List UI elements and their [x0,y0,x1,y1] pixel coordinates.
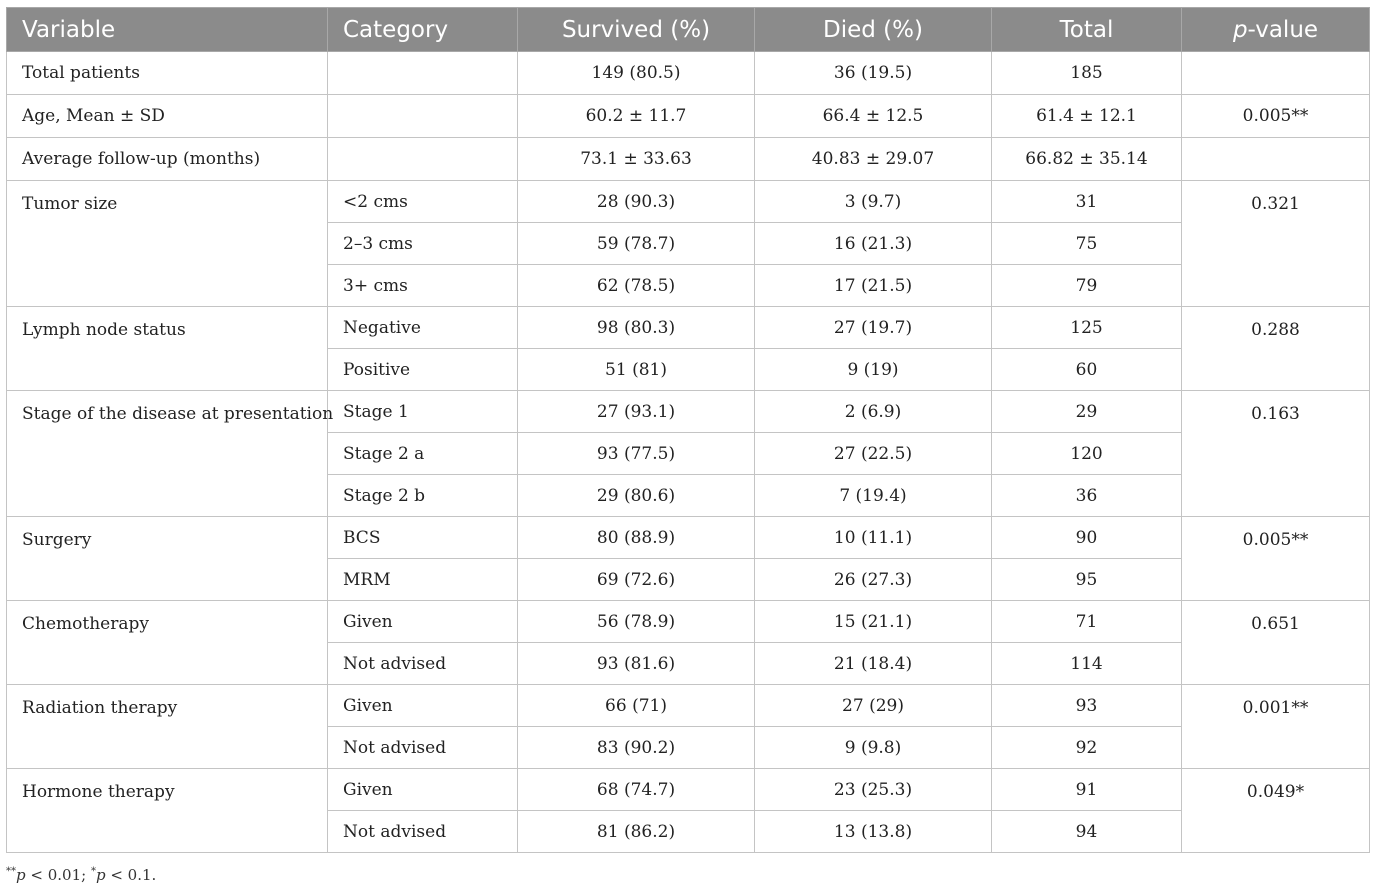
died-cell: 27 (19.7) [755,307,992,349]
category-cell: 2–3 cms [328,223,518,265]
p-value-cell: 0.049* [1182,769,1370,853]
footnote-text-2: < 0.1. [105,866,157,884]
survived-cell: 68 (74.7) [518,769,755,811]
table-row [7,769,1370,811]
died-cell: 3 (9.7) [755,181,992,223]
survived-cell: 51 (81) [518,349,755,391]
total-cell: 61.4 ± 12.1 [992,95,1182,138]
total-cell: 91 [992,769,1182,811]
total-cell: 66.82 ± 35.14 [992,138,1182,181]
table-row [7,685,1370,727]
category-cell: Positive [328,349,518,391]
survived-cell: 149 (80.5) [518,52,755,95]
p-value-cell: 0.321 [1182,181,1370,307]
category-cell: MRM [328,559,518,601]
total-cell: 114 [992,643,1182,685]
footnote-sup-single: * [90,866,96,877]
died-cell: 10 (11.1) [755,517,992,559]
survived-cell: 28 (90.3) [518,181,755,223]
footnote [6,866,156,884]
total-cell: 94 [992,811,1182,853]
total-cell: 120 [992,433,1182,475]
total-cell: 95 [992,559,1182,601]
header-died: Died (%) [755,8,992,52]
died-cell: 40.83 ± 29.07 [755,138,992,181]
variable-cell: Surgery [7,517,328,601]
survived-cell: 98 (80.3) [518,307,755,349]
footnote-p-2: p [95,866,106,884]
p-value-cell: 0.651 [1182,601,1370,685]
survived-cell: 62 (78.5) [518,265,755,307]
table-row [7,138,1370,181]
died-cell: 26 (27.3) [755,559,992,601]
category-cell [328,52,518,95]
category-cell: Stage 2 b [328,475,518,517]
category-cell: Stage 2 a [328,433,518,475]
died-cell: 17 (21.5) [755,265,992,307]
variable-cell: Chemotherapy [7,601,328,685]
category-cell: Given [328,601,518,643]
footnote-p-1: p [16,866,26,884]
survived-cell: 83 (90.2) [518,727,755,769]
died-cell: 7 (19.4) [755,475,992,517]
survived-cell: 59 (78.7) [518,223,755,265]
p-value-cell [1182,52,1370,95]
header-survived: Survived (%) [518,8,755,52]
category-cell: Not advised [328,727,518,769]
category-cell: Stage 1 [328,391,518,433]
table-row [7,95,1370,138]
variable-cell: Age, Mean ± SD [7,95,328,138]
table-body [7,52,1370,853]
variable-cell: Tumor size [7,181,328,307]
died-cell: 13 (13.8) [755,811,992,853]
total-cell: 75 [992,223,1182,265]
total-cell: 71 [992,601,1182,643]
header-category: Category [328,8,518,52]
died-cell: 66.4 ± 12.5 [755,95,992,138]
died-cell: 2 (6.9) [755,391,992,433]
category-cell: <2 cms [328,181,518,223]
died-cell: 9 (19) [755,349,992,391]
table-row [7,517,1370,559]
table-row [7,601,1370,643]
p-value-cell: 0.163 [1182,391,1370,517]
footnote-text-1: < 0.01; [25,866,91,884]
total-cell: 60 [992,349,1182,391]
variable-cell: Stage of the disease at presentation [7,391,328,517]
header-p-letter: p [1232,16,1248,43]
died-cell: 16 (21.3) [755,223,992,265]
table-row [7,307,1370,349]
category-cell [328,95,518,138]
total-cell: 93 [992,685,1182,727]
died-cell: 23 (25.3) [755,769,992,811]
table-row [7,52,1370,95]
survived-cell: 27 (93.1) [518,391,755,433]
category-cell [328,138,518,181]
category-cell: Negative [328,307,518,349]
survived-cell: 73.1 ± 33.63 [518,138,755,181]
header-p-value [1182,8,1370,52]
p-value-cell: 0.001** [1182,685,1370,769]
total-cell: 31 [992,181,1182,223]
category-cell: 3+ cms [328,265,518,307]
p-value-cell: 0.288 [1182,307,1370,391]
header-p-suffix: -value [1247,16,1319,43]
variable-cell: Radiation therapy [7,685,328,769]
total-cell: 125 [992,307,1182,349]
survived-cell: 80 (88.9) [518,517,755,559]
survived-cell: 56 (78.9) [518,601,755,643]
variable-cell: Lymph node status [7,307,328,391]
survived-cell: 69 (72.6) [518,559,755,601]
variable-cell: Total patients [7,52,328,95]
footnote-sup-double: ** [6,866,16,877]
survived-cell: 81 (86.2) [518,811,755,853]
variable-cell: Hormone therapy [7,769,328,853]
died-cell: 27 (29) [755,685,992,727]
p-value-cell: 0.005** [1182,95,1370,138]
died-cell: 36 (19.5) [755,52,992,95]
p-value-cell [1182,138,1370,181]
category-cell: BCS [328,517,518,559]
survived-cell: 29 (80.6) [518,475,755,517]
table-row [7,181,1370,223]
died-cell: 27 (22.5) [755,433,992,475]
header-row [7,8,1370,52]
died-cell: 9 (9.8) [755,727,992,769]
total-cell: 36 [992,475,1182,517]
survived-cell: 93 (81.6) [518,643,755,685]
survived-cell: 93 (77.5) [518,433,755,475]
survived-cell: 60.2 ± 11.7 [518,95,755,138]
p-value-cell: 0.005** [1182,517,1370,601]
survived-cell: 66 (71) [518,685,755,727]
category-cell: Not advised [328,811,518,853]
total-cell: 92 [992,727,1182,769]
table-header [7,8,1370,52]
category-cell: Not advised [328,643,518,685]
category-cell: Given [328,685,518,727]
total-cell: 29 [992,391,1182,433]
total-cell: 79 [992,265,1182,307]
header-total: Total [992,8,1182,52]
total-cell: 90 [992,517,1182,559]
survival-table [6,7,1370,853]
header-variable: Variable [7,8,328,52]
variable-cell: Average follow-up (months) [7,138,328,181]
category-cell: Given [328,769,518,811]
table-row [7,391,1370,433]
died-cell: 15 (21.1) [755,601,992,643]
died-cell: 21 (18.4) [755,643,992,685]
total-cell: 185 [992,52,1182,95]
